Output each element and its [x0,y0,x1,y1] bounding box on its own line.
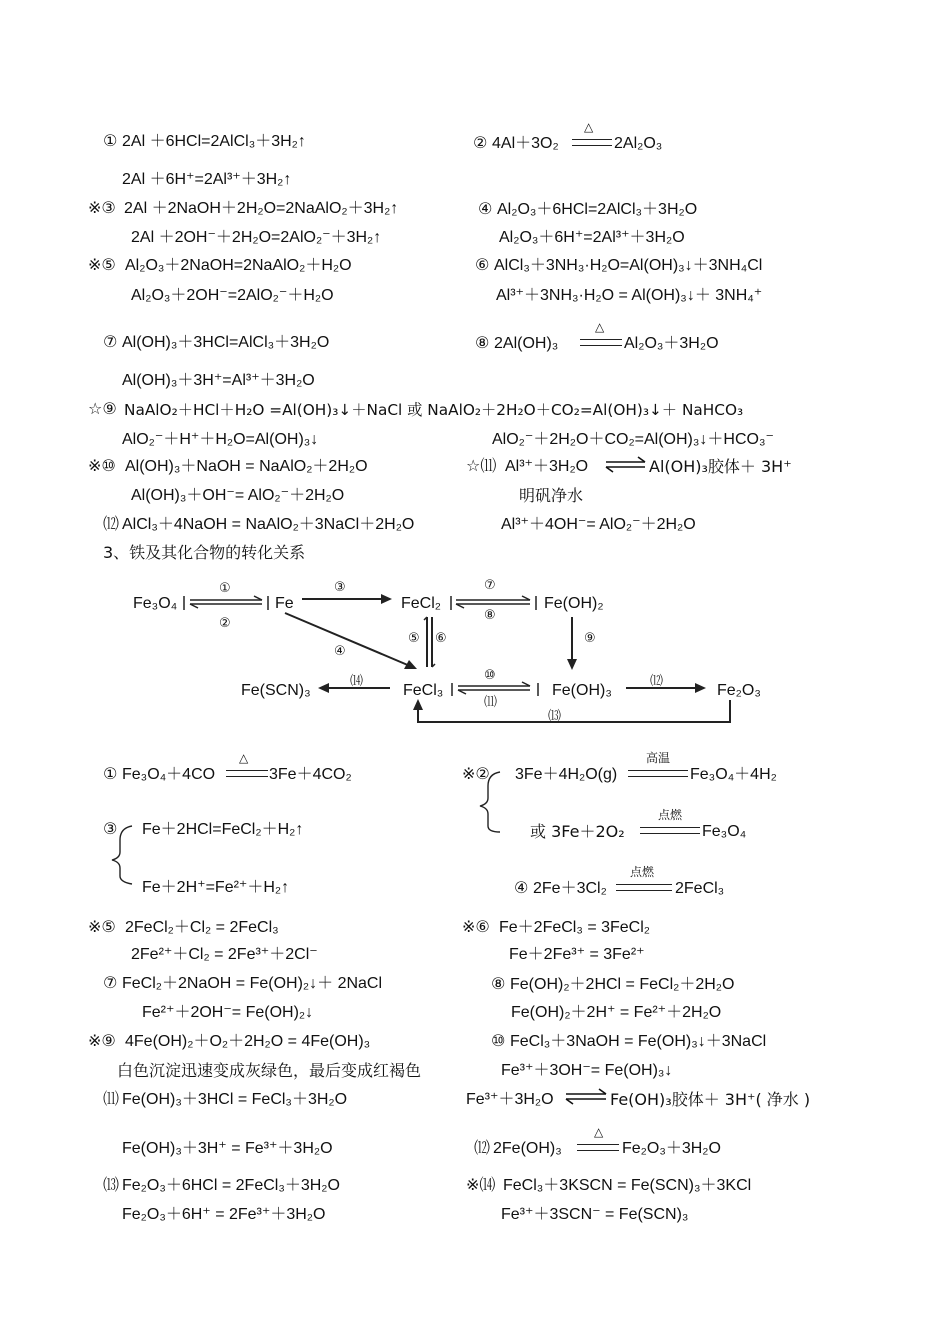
fe-r2-high-temp-condition: 高温 [646,751,671,765]
al-r7-ionic: Al(OH)₃＋3H⁺=Al³⁺＋3H₂O [122,372,315,389]
arrow-label-14: ⒁ [350,673,364,688]
fe-r2-left: 3Fe＋4H₂O(g) [515,766,618,783]
al-r7-equation: Al(OH)₃＋3HCl=AlCl₃＋3H₂O [122,334,330,351]
fe-r4-label: ④ [514,880,529,897]
al-r8-left: 2Al(OH)₃ [494,335,559,352]
al-r4-ionic: Al₂O₃＋6H⁺=2Al³⁺＋3H₂O [499,229,685,246]
al-r10-label: ※⑩ [88,458,116,475]
al-r1-equation: 2Al ＋6HCl=2AlCl₃＋3H₂↑ [122,133,306,150]
fe-r11-ionic: Fe(OH)₃＋3H⁺ = Fe³⁺＋3H₂O [122,1140,333,1157]
fe-r1-right: 3Fe＋4CO₂ [269,766,352,783]
fe-r3-ionic: Fe＋2H⁺=Fe²⁺＋H₂↑ [142,879,290,896]
al-r6-equation: AlCl₃＋3NH₃·H₂O=Al(OH)₃↓＋3NH₄Cl [494,257,763,274]
al-r8-label: ⑧ [475,335,490,352]
fe-r10-ionic: Fe³⁺＋3OH⁻= Fe(OH)₃↓ [501,1062,673,1079]
al-r11-right: Al(OH)₃胶体＋ 3H⁺ [649,457,792,476]
fe-r7-equation: FeCl₂＋2NaOH = Fe(OH)₂↓＋ 2NaCl [122,975,383,992]
arrow-label-3: ③ [334,579,346,594]
fe-r2-ignite-condition: 点燃 [658,808,683,822]
al-r2-heat-condition: △ [584,120,594,134]
arrow-label-7: ⑦ [484,577,496,592]
arrow-label-13: ⒀ [548,708,562,723]
fe-r14-ionic: Fe³⁺＋3SCN⁻ = Fe(SCN)₃ [501,1206,689,1223]
al-r9-label: ☆⑨ [88,401,117,418]
al-r6-ionic: Al³⁺＋3NH₃·H₂O = Al(OH)₃↓＋ 3NH₄⁺ [496,287,763,304]
al-r5-equation: Al₂O₃＋2NaOH=2NaAlO₂＋H₂O [125,257,352,274]
node-fe2o3: Fe₂O₃ [717,682,761,699]
fe-r2-equals-bar [628,770,688,777]
al-r12-ionic: Al³⁺＋4OH⁻= AlO₂⁻＋2H₂O [501,516,696,533]
fe-r12-label: ⑿ [474,1140,491,1157]
al-r2-equals-bar [572,139,612,146]
al-r2-left: 4Al＋3O₂ [492,135,559,152]
fe-r11-label: ⑾ [103,1091,120,1108]
arrow-label-5: ⑤ [408,630,420,645]
fe-r1-heat-condition: △ [239,751,249,765]
al-r4-label: ④ [478,201,493,218]
fe-r2-alt-left: 或 3Fe＋2O₂ [530,822,625,841]
node-feoh3: Fe(OH)₃ [552,682,612,699]
al-r9-ionic-b: AlO₂⁻＋2H₂O＋CO₂=Al(OH)₃↓＋HCO₃⁻ [492,431,774,448]
fe-r9-observation-note: 白色沉淀迅速变成灰绿色，最后变成红褐色 [117,1061,422,1080]
al-r8-heat-condition: △ [595,320,605,334]
fe-r6-ionic: Fe＋2Fe³⁺ = 3Fe²⁺ [509,946,645,963]
al-r9-equation: NaAlO₂＋HCl＋H₂O =Al(OH)₃↓＋NaCl 或 NaAlO₂＋2H₂O＋CO₂=Al(OH)₃↓＋ NaHCO₃ [124,401,744,419]
al-r8-equals-bar [580,339,622,346]
fe-r9-equation: 4Fe(OH)₂＋O₂＋2H₂O = 4Fe(OH)₃ [125,1033,371,1050]
fe-r2-right: Fe₃O₄＋4H₂ [690,766,777,783]
al-r10-equation: Al(OH)₃＋NaOH = NaAlO₂＋2H₂O [125,458,368,475]
fe-r1-label: ① [103,766,118,783]
fe-r14-label: ※⒁ [466,1177,496,1194]
fe-r12-right: Fe₂O₃＋3H₂O [622,1140,721,1157]
fe-r8-equation: Fe(OH)₂＋2HCl = FeCl₂＋2H₂O [510,976,735,993]
al-r10-ionic: Al(OH)₃＋OH⁻= AlO₂⁻＋2H₂O [131,487,345,504]
fe-r5-equation: 2FeCl₂＋Cl₂ = 2FeCl₃ [125,919,279,936]
arrow-label-4: ④ [334,643,346,658]
al-r12-equation: AlCl₃＋4NaOH = NaAlO₂＋3NaCl＋2H₂O [122,516,415,533]
al-r5-label: ※⑤ [88,257,116,274]
fe-r12-heat-condition: △ [594,1125,604,1139]
fe-r1-left: Fe₃O₄＋4CO [122,766,216,783]
fe-r13-label: ⒀ [103,1177,120,1194]
node-fecl3: FeCl₃ [403,682,444,699]
fe-r3-label: ③ [103,821,118,838]
al-r4-equation: Al₂O₃＋6HCl=2AlCl₃＋3H₂O [497,201,698,218]
fe-r10b-right: Fe(OH)₃胶体＋ 3H⁺( 净水 ) [610,1090,811,1109]
fe-r13-ionic: Fe₂O₃＋6H⁺ = 2Fe³⁺＋3H₂O [122,1206,326,1223]
arrow-label-6: ⑥ [435,630,447,645]
al-r7-label: ⑦ [103,334,118,351]
al-r3-equation: 2Al ＋2NaOH＋2H₂O=2NaAlO₂＋3H₂↑ [124,200,399,217]
al-r3-ionic: 2Al ＋2OH⁻＋2H₂O=2AlO₂⁻＋3H₂↑ [131,229,382,246]
al-r2-label: ② [473,135,488,152]
fe-r5-ionic: 2Fe²⁺＋Cl₂ = 2Fe³⁺＋2Cl⁻ [131,946,318,963]
arrow-label-2: ② [219,615,231,630]
fe-r5-label: ※⑤ [88,919,116,936]
al-r12-label: ⑿ [103,516,120,533]
arrow-label-11: ⑾ [484,694,498,709]
fe-r4-left: 2Fe＋3Cl₂ [533,880,607,897]
fe-r9-label: ※⑨ [88,1033,116,1050]
fe-r7-label: ⑦ [103,975,118,992]
al-r1-label: ① [103,133,118,150]
node-fescn3: Fe(SCN)₃ [241,682,311,699]
fe-r13-equation: Fe₂O₃＋6HCl = 2FeCl₃＋3H₂O [122,1177,340,1194]
fe-r6-label: ※⑥ [462,919,490,936]
al-r5-ionic: Al₂O₃＋2OH⁻=2AlO₂⁻＋H₂O [131,287,334,304]
fe-r3-equation: Fe＋2HCl=FeCl₂＋H₂↑ [142,821,304,838]
al-r9-ionic-a: AlO₂⁻＋H⁺＋H₂O=Al(OH)₃↓ [122,431,319,448]
fe-r12-equals-bar [577,1144,619,1151]
fe-r10-equation: FeCl₃＋3NaOH = Fe(OH)₃↓＋3NaCl [510,1033,767,1050]
fe-r10-label: ⑩ [491,1033,506,1050]
arrow-label-8: ⑧ [484,607,496,622]
al-r6-label: ⑥ [475,257,490,274]
arrow-label-9: ⑨ [584,630,596,645]
fe-r8-ionic: Fe(OH)₂＋2H⁺ = Fe²⁺＋2H₂O [511,1004,722,1021]
al-r3-label: ※③ [88,200,116,217]
fe-r12-left: 2Fe(OH)₃ [493,1140,562,1157]
node-fe: Fe [275,595,294,612]
fe-r10b-left: Fe³⁺＋3H₂O [466,1091,554,1108]
node-fe3o4: Fe₃O₄ [133,595,178,612]
iron-section-heading: 3、铁及其化合物的转化关系 [103,543,306,562]
fe-r2-alt-right: Fe₃O₄ [702,823,747,840]
node-fecl2: FeCl₂ [401,595,441,612]
al-r11-note: 明矾净水 [519,486,584,505]
arrow-label-10: ⑩ [484,667,496,682]
al-r11-left: Al³⁺＋3H₂O [505,458,589,475]
fe-r4-equals-bar [616,884,672,891]
fe-r8-label: ⑧ [491,976,506,993]
fe-r11-equation: Fe(OH)₃＋3HCl = FeCl₃＋3H₂O [122,1091,348,1108]
fe-r7-ionic: Fe²⁺＋2OH⁻= Fe(OH)₂↓ [142,1004,314,1021]
node-feoh2: Fe(OH)₂ [544,595,604,612]
fe-r4-ignite-condition: 点燃 [630,865,655,879]
fe-r6-equation: Fe＋2FeCl₃ = 3FeCl₂ [499,919,650,936]
arrow-label-1: ① [219,580,231,595]
al-r8-right: Al₂O₃＋3H₂O [624,335,719,352]
fe-r14-equation: FeCl₃＋3KSCN = Fe(SCN)₃＋3KCl [503,1177,752,1194]
fe-r4-right: 2FeCl₃ [675,880,725,897]
al-r2-right: 2Al₂O₃ [614,135,663,152]
arrow-label-12: ⑿ [650,673,664,688]
fe-r2-alt-equals-bar [640,827,700,834]
fe-r2-label: ※② [462,766,490,783]
al-r1-ionic: 2Al ＋6H⁺=2Al³⁺＋3H₂↑ [122,171,292,188]
al-r11-label: ☆⑾ [466,458,497,475]
fe-r1-equals-bar [226,770,268,777]
